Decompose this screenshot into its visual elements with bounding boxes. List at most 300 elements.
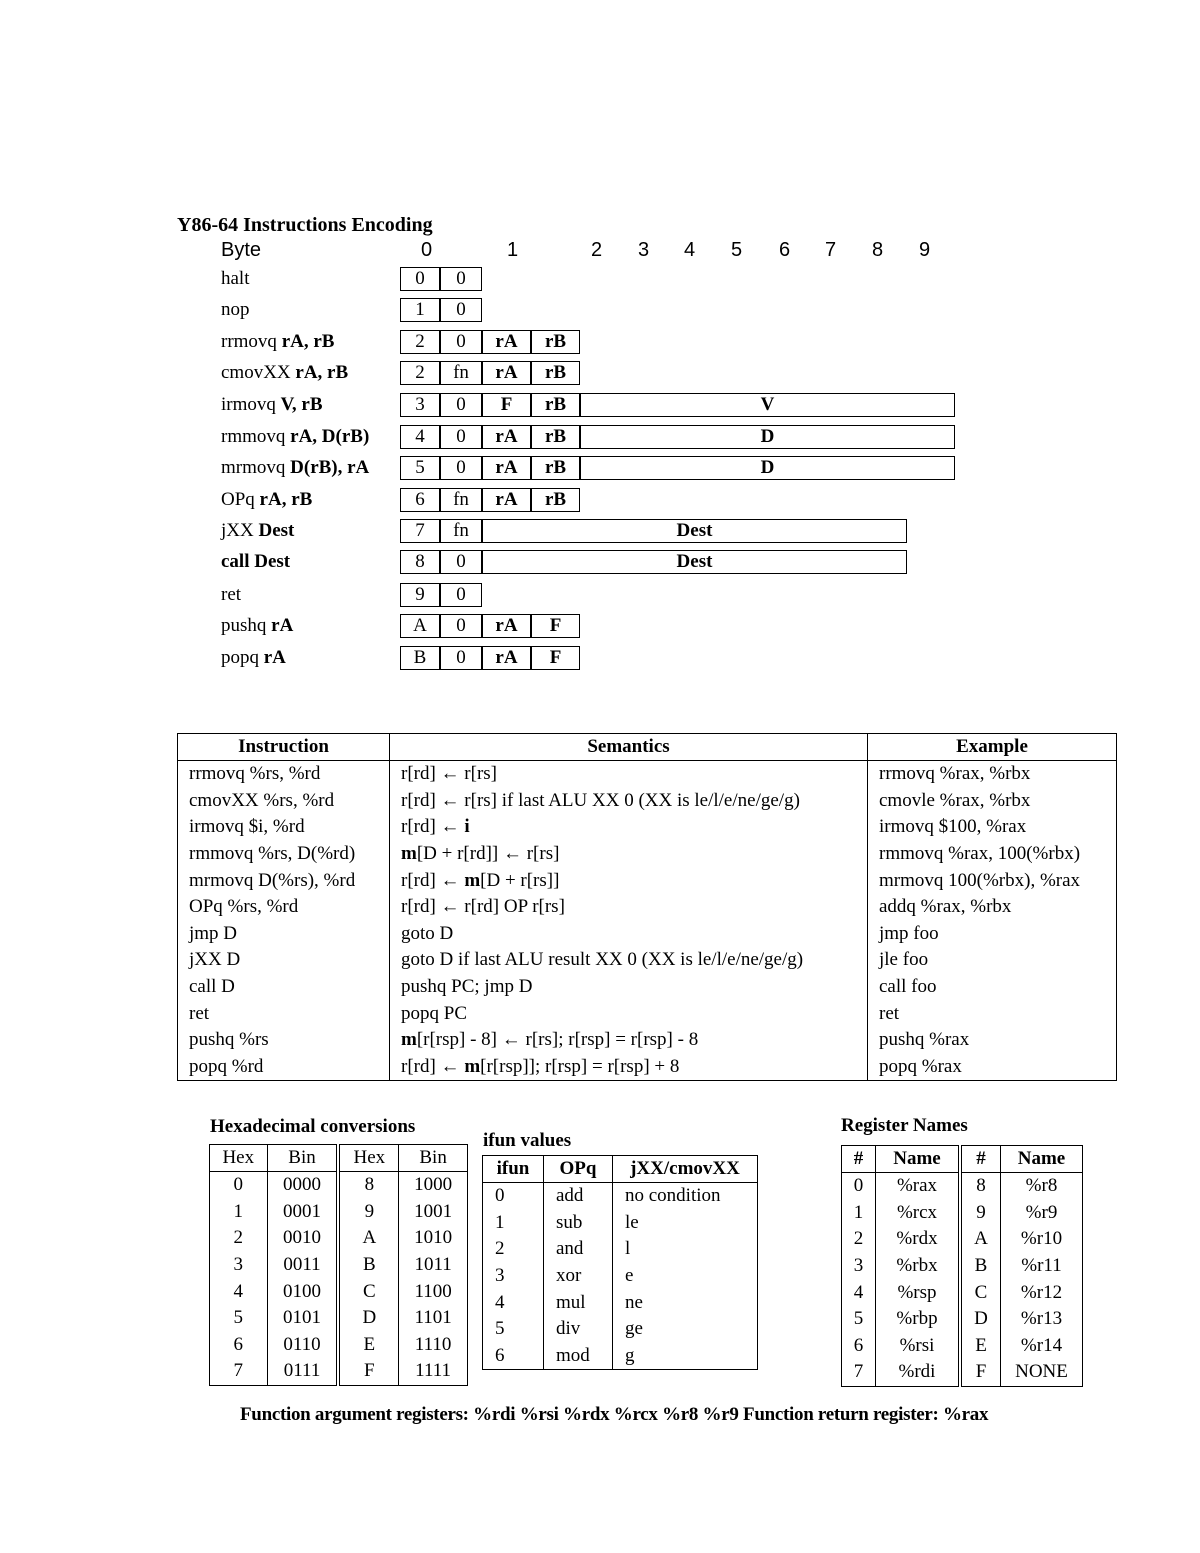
register-row-cell: %r8 bbox=[1025, 1175, 1058, 1197]
example-cell bbox=[868, 947, 1117, 974]
text-run: [r[rsp]]; r[rsp] = r[rsp] + 8 bbox=[480, 1055, 680, 1077]
text-run: irmovq $i, %rd bbox=[189, 816, 305, 838]
encoding-row bbox=[0, 488, 1000, 514]
hex-row-cell: 0011 bbox=[267, 1252, 338, 1279]
encoding-cell: A bbox=[400, 614, 440, 638]
register-row bbox=[842, 1173, 1083, 1200]
instruction-cell bbox=[178, 974, 390, 1001]
encoding-cell: fn bbox=[440, 361, 482, 385]
semantics-cell bbox=[390, 974, 868, 1001]
encoding-cell: rB bbox=[531, 456, 580, 480]
byte-number: 7 bbox=[825, 239, 837, 261]
hex-row bbox=[210, 1199, 468, 1226]
byte-number: 4 bbox=[684, 239, 696, 261]
hex-row bbox=[210, 1332, 468, 1359]
text-run: Dest bbox=[258, 520, 295, 541]
hex-row bbox=[210, 1225, 468, 1252]
registers-title: Register Names bbox=[841, 1115, 968, 1136]
text-run: pushq bbox=[221, 615, 272, 636]
example-cell bbox=[868, 921, 1117, 948]
encoding-cell: D bbox=[580, 456, 955, 480]
encoding-cell: rB bbox=[531, 361, 580, 385]
hex-row bbox=[210, 1172, 468, 1199]
encoding-row bbox=[0, 361, 1000, 387]
semantics-row bbox=[178, 814, 1117, 841]
encoding-row bbox=[0, 614, 1000, 640]
hex-row-cell: 0000 bbox=[267, 1172, 338, 1199]
example-cell bbox=[868, 1054, 1117, 1081]
encoding-cell: fn bbox=[440, 488, 482, 512]
hex-row-cell: 6 bbox=[210, 1332, 268, 1359]
ifun-row-cell: 4 bbox=[483, 1289, 544, 1316]
text-run: rA, rB bbox=[259, 489, 313, 510]
ifun-row-cell: add bbox=[544, 1183, 613, 1210]
register-row-cell: %rsi bbox=[876, 1333, 961, 1360]
register-row-cell: C bbox=[960, 1279, 1001, 1306]
register-row-cell: 3 bbox=[842, 1253, 876, 1280]
register-row-cell: %rax bbox=[876, 1173, 961, 1200]
semantics-row bbox=[178, 1000, 1117, 1027]
encoding-cell: rB bbox=[531, 488, 580, 512]
header-semantics: Semantics bbox=[390, 734, 868, 761]
text-run: pushq %rs bbox=[189, 1029, 269, 1051]
semantics-row bbox=[178, 761, 1117, 788]
ifun-row-cell: ge bbox=[625, 1318, 643, 1340]
text-run: jmp foo bbox=[879, 922, 939, 944]
encoding-cell: 0 bbox=[400, 267, 440, 291]
instruction-label bbox=[221, 331, 334, 353]
text-run: r[rd] ← bbox=[401, 1055, 465, 1077]
encoding-cell: 0 bbox=[440, 393, 482, 417]
example-cell bbox=[868, 1027, 1117, 1054]
semantics-row bbox=[178, 894, 1117, 921]
semantics-cell bbox=[390, 761, 868, 788]
opq-header: OPq bbox=[544, 1156, 613, 1183]
hex-row-cell: E bbox=[338, 1332, 398, 1359]
jxx-header: jXX/cmovXX bbox=[613, 1156, 758, 1183]
hex-row-cell: 1000 bbox=[414, 1174, 453, 1196]
header-example: Example bbox=[868, 734, 1117, 761]
example-cell bbox=[868, 1000, 1117, 1027]
instruction-cell bbox=[178, 1027, 390, 1054]
text-run: i bbox=[464, 816, 470, 838]
text-run: popq %rax bbox=[879, 1055, 962, 1077]
text-run: rrmovq %rs, %rd bbox=[189, 763, 321, 785]
register-row-cell: %rcx bbox=[876, 1200, 961, 1227]
register-row bbox=[842, 1279, 1083, 1306]
encoding-cell: rA bbox=[482, 425, 531, 449]
example-cell bbox=[868, 761, 1117, 788]
text-run: m bbox=[464, 1055, 481, 1077]
register-row-cell: %r9 bbox=[1025, 1201, 1058, 1223]
text-run: call foo bbox=[879, 976, 937, 998]
text-run: D(rB), rA bbox=[290, 457, 370, 478]
ifun-row-cell: sub bbox=[544, 1210, 613, 1237]
encoding-row bbox=[0, 519, 1000, 545]
ifun-row-cell: l bbox=[625, 1238, 631, 1260]
text-run: Dest bbox=[254, 551, 291, 572]
register-row-cell: %rdi bbox=[876, 1359, 961, 1386]
encoding-cell: 0 bbox=[440, 550, 482, 574]
text-run: OPq %rs, %rd bbox=[189, 896, 299, 918]
hex-row-cell: 0100 bbox=[267, 1278, 338, 1305]
semantics-row bbox=[178, 788, 1117, 815]
hex-row-cell: 4 bbox=[210, 1278, 268, 1305]
instruction-label bbox=[221, 584, 241, 606]
encoding-cell: 2 bbox=[400, 330, 440, 354]
hex-row bbox=[210, 1358, 468, 1385]
text-run: rrmovq %rax, %rbx bbox=[879, 763, 1031, 785]
text-run: r[rd] ← bbox=[401, 816, 465, 838]
bin-header: Bin bbox=[399, 1145, 468, 1172]
encoding-cell: Dest bbox=[482, 519, 907, 543]
instruction-label bbox=[221, 268, 250, 290]
ifun-row bbox=[483, 1183, 758, 1210]
text-run: irmovq $100, %rax bbox=[879, 816, 1027, 838]
encoding-cell: rA bbox=[482, 456, 531, 480]
hex-row-cell: 1011 bbox=[414, 1254, 452, 1276]
byte-header bbox=[0, 239, 1200, 265]
encoding-cell: 0 bbox=[440, 646, 482, 670]
text-run: ret bbox=[879, 1002, 900, 1024]
encoding-cell: 0 bbox=[440, 330, 482, 354]
text-run: call bbox=[221, 551, 255, 572]
text-run: popq %rd bbox=[189, 1055, 264, 1077]
text-run: irmovq bbox=[221, 394, 281, 415]
reg-num-header: # bbox=[960, 1146, 1001, 1173]
encoding-cell: 2 bbox=[400, 361, 440, 385]
registers-header-row bbox=[842, 1146, 1083, 1173]
register-row-cell: D bbox=[960, 1306, 1001, 1333]
text-run: V, rB bbox=[280, 394, 323, 415]
instruction-cell bbox=[178, 841, 390, 868]
byte-number: 6 bbox=[779, 239, 791, 261]
register-row-cell: %rbx bbox=[876, 1253, 961, 1280]
semantics-row bbox=[178, 1054, 1117, 1081]
ifun-row-cell: e bbox=[625, 1265, 634, 1287]
hex-row-cell: F bbox=[338, 1358, 398, 1385]
reg-num-header: # bbox=[842, 1146, 876, 1173]
register-row-cell: B bbox=[960, 1253, 1001, 1280]
hex-row-cell: 1100 bbox=[414, 1280, 452, 1302]
encoding-cell: F bbox=[531, 614, 580, 638]
encoding-cell: V bbox=[580, 393, 955, 417]
hex-row-cell: 1 bbox=[210, 1199, 268, 1226]
hex-row-cell: 1001 bbox=[414, 1200, 453, 1222]
instruction-cell bbox=[178, 1000, 390, 1027]
text-run: popq PC bbox=[401, 1002, 467, 1024]
function-registers-note: Function argument registers: %rdi %rsi %rdx %rcx %r8 %r9 Function return register: %rax bbox=[240, 1404, 989, 1425]
encoding-cell: 0 bbox=[440, 583, 482, 607]
encoding-cell: 6 bbox=[400, 488, 440, 512]
register-row-cell: 7 bbox=[842, 1359, 876, 1386]
encoding-row bbox=[0, 267, 1000, 293]
instruction-cell bbox=[178, 761, 390, 788]
ifun-row-cell: mod bbox=[544, 1343, 613, 1370]
semantics-cell bbox=[390, 1000, 868, 1027]
hex-row-cell: 0101 bbox=[267, 1305, 338, 1332]
text-run: pushq PC; jmp D bbox=[401, 976, 533, 998]
encoding-cell: rB bbox=[531, 330, 580, 354]
text-run: jmp D bbox=[189, 922, 238, 944]
semantics-cell bbox=[390, 1054, 868, 1081]
ifun-table bbox=[482, 1155, 758, 1370]
hex-row-cell: 1010 bbox=[414, 1227, 453, 1249]
register-row-cell: 1 bbox=[842, 1200, 876, 1227]
example-cell bbox=[868, 894, 1117, 921]
ifun-row-cell: div bbox=[544, 1316, 613, 1343]
register-row-cell: F bbox=[960, 1359, 1001, 1386]
ifun-row bbox=[483, 1210, 758, 1237]
instruction-label bbox=[221, 394, 323, 416]
encoding-cell: fn bbox=[440, 519, 482, 543]
register-row-cell: %rdx bbox=[876, 1226, 961, 1253]
instruction-cell bbox=[178, 867, 390, 894]
register-row-cell: 8 bbox=[960, 1173, 1001, 1200]
semantics-cell bbox=[390, 841, 868, 868]
hex-title: Hexadecimal conversions bbox=[210, 1116, 416, 1137]
register-row-cell: %r13 bbox=[1020, 1308, 1063, 1330]
ifun-row-cell: 0 bbox=[483, 1183, 544, 1210]
hex-row bbox=[210, 1252, 468, 1279]
instruction-label bbox=[221, 489, 312, 511]
text-run: rA, D(rB) bbox=[290, 426, 370, 447]
encoding-cell: 9 bbox=[400, 583, 440, 607]
encoding-cell: 8 bbox=[400, 550, 440, 574]
register-row-cell: 0 bbox=[842, 1173, 876, 1200]
text-run: rmmovq %rs, D(%rd) bbox=[189, 843, 356, 865]
semantics-row bbox=[178, 841, 1117, 868]
text-run: rA bbox=[263, 647, 286, 668]
semantics-table bbox=[177, 733, 1117, 1081]
ifun-row-cell: 2 bbox=[483, 1236, 544, 1263]
hex-row-cell: D bbox=[338, 1305, 398, 1332]
encoding-cell: 0 bbox=[440, 298, 482, 322]
ifun-row-cell: 1 bbox=[483, 1210, 544, 1237]
semantics-header-row bbox=[178, 734, 1117, 761]
text-run: rA bbox=[271, 615, 294, 636]
instruction-cell bbox=[178, 947, 390, 974]
text-run: jXX D bbox=[189, 949, 241, 971]
text-run: addq %rax, %rbx bbox=[879, 896, 1012, 918]
ifun-row bbox=[483, 1263, 758, 1290]
byte-number: 2 bbox=[591, 239, 603, 261]
reg-name-header: Name bbox=[1001, 1146, 1083, 1173]
encoding-cell: 0 bbox=[440, 267, 482, 291]
encoding-cell: rA bbox=[482, 330, 531, 354]
hex-header: Hex bbox=[338, 1145, 398, 1172]
register-row bbox=[842, 1306, 1083, 1333]
text-run: rrmovq bbox=[221, 331, 282, 352]
ifun-title: ifun values bbox=[483, 1130, 572, 1151]
hex-row-cell: 1110 bbox=[414, 1333, 452, 1355]
example-cell bbox=[868, 788, 1117, 815]
hex-row-cell: 9 bbox=[338, 1199, 398, 1226]
text-run: r[rd] ← bbox=[401, 869, 465, 891]
hex-row-cell: 0001 bbox=[267, 1199, 338, 1226]
encoding-cell: 3 bbox=[400, 393, 440, 417]
encoding-cell: B bbox=[400, 646, 440, 670]
text-run: halt bbox=[221, 268, 250, 289]
byte-number: 3 bbox=[638, 239, 650, 261]
text-run: mrmovq D(%rs), %rd bbox=[189, 869, 356, 891]
registers-table bbox=[841, 1145, 1083, 1387]
byte-number: 9 bbox=[919, 239, 931, 261]
register-row bbox=[842, 1333, 1083, 1360]
byte-number: 0 bbox=[421, 239, 433, 261]
semantics-cell bbox=[390, 788, 868, 815]
hex-header: Hex bbox=[210, 1145, 268, 1172]
register-row-cell: %r10 bbox=[1020, 1228, 1063, 1250]
instruction-cell bbox=[178, 788, 390, 815]
hex-table bbox=[209, 1144, 468, 1386]
bin-header: Bin bbox=[267, 1145, 338, 1172]
hex-row bbox=[210, 1278, 468, 1305]
register-row-cell: NONE bbox=[1015, 1361, 1068, 1383]
encoding-cell: rB bbox=[531, 393, 580, 417]
text-run: pushq %rax bbox=[879, 1029, 970, 1051]
text-run: r[rd] ← r[rs] if last ALU XX 0 (XX is le/l/e/ne/ge/g) bbox=[401, 789, 800, 811]
encoding-row bbox=[0, 298, 1000, 324]
ifun-row-cell: xor bbox=[544, 1263, 613, 1290]
register-row bbox=[842, 1253, 1083, 1280]
ifun-row bbox=[483, 1289, 758, 1316]
ifun-row-cell: 6 bbox=[483, 1343, 544, 1370]
encoding-cell: rA bbox=[482, 488, 531, 512]
text-run: mrmovq bbox=[221, 457, 291, 478]
text-run: [r[rsp] - 8] ← r[rs]; r[rsp] = r[rsp] - 8 bbox=[416, 1029, 699, 1051]
example-cell bbox=[868, 867, 1117, 894]
hex-header-row bbox=[210, 1145, 468, 1172]
text-run: [D + r[rd]] ← r[rs] bbox=[416, 843, 560, 865]
semantics-cell bbox=[390, 1027, 868, 1054]
text-run: cmovXX bbox=[221, 362, 296, 383]
example-cell bbox=[868, 974, 1117, 1001]
text-run: r[rd] ← r[rd] OP r[rs] bbox=[401, 896, 565, 918]
hex-row-cell: 2 bbox=[210, 1225, 268, 1252]
ifun-row-cell: and bbox=[544, 1236, 613, 1263]
encoding-row bbox=[0, 393, 1000, 419]
semantics-row bbox=[178, 921, 1117, 948]
encoding-cell: 0 bbox=[440, 456, 482, 480]
register-row-cell: 9 bbox=[960, 1200, 1001, 1227]
text-run: rmmovq %rax, 100(%rbx) bbox=[879, 843, 1081, 865]
instruction-label bbox=[221, 457, 369, 479]
encoding-cell: 0 bbox=[440, 425, 482, 449]
encoding-title: Y86-64 Instructions Encoding bbox=[177, 214, 433, 236]
register-row bbox=[842, 1200, 1083, 1227]
text-run: goto D if last ALU result XX 0 (XX is le/l/e/ne/ge/g) bbox=[401, 949, 804, 971]
encoding-cell: 5 bbox=[400, 456, 440, 480]
text-run: rmmovq bbox=[221, 426, 291, 447]
text-run: rA, rB bbox=[295, 362, 349, 383]
ifun-row-cell: 5 bbox=[483, 1316, 544, 1343]
text-run: m bbox=[401, 843, 417, 865]
ifun-row bbox=[483, 1236, 758, 1263]
instruction-label bbox=[221, 299, 250, 321]
register-row bbox=[842, 1359, 1083, 1386]
hex-row-cell: 8 bbox=[338, 1172, 398, 1199]
text-run: goto D bbox=[401, 922, 454, 944]
ifun-header-row bbox=[483, 1156, 758, 1183]
hex-row-cell: 0010 bbox=[267, 1225, 338, 1252]
semantics-cell bbox=[390, 894, 868, 921]
text-run: mrmovq 100(%rbx), %rax bbox=[879, 869, 1081, 891]
text-run: ret bbox=[189, 1002, 210, 1024]
encoding-row bbox=[0, 425, 1000, 451]
encoding-cell: rA bbox=[482, 646, 531, 670]
header-instruction: Instruction bbox=[178, 734, 390, 761]
register-row bbox=[842, 1226, 1083, 1253]
hex-row-cell: 0110 bbox=[267, 1332, 338, 1359]
byte-label: Byte bbox=[221, 239, 262, 261]
encoding-cell: 0 bbox=[440, 614, 482, 638]
hex-row-cell: 1101 bbox=[414, 1307, 452, 1329]
ifun-header: ifun bbox=[483, 1156, 544, 1183]
text-run: ret bbox=[221, 584, 242, 605]
register-row-cell: %r11 bbox=[1021, 1255, 1062, 1277]
hex-row bbox=[210, 1305, 468, 1332]
encoding-cell: 7 bbox=[400, 519, 440, 543]
encoding-row bbox=[0, 646, 1000, 672]
ifun-row-cell: le bbox=[625, 1211, 639, 1233]
text-run: m bbox=[401, 1029, 417, 1051]
semantics-cell bbox=[390, 867, 868, 894]
text-run: cmovle %rax, %rbx bbox=[879, 789, 1031, 811]
hex-row-cell: 0111 bbox=[267, 1358, 338, 1385]
ifun-row-cell: g bbox=[625, 1344, 635, 1366]
semantics-cell bbox=[390, 921, 868, 948]
encoding-cell: rA bbox=[482, 361, 531, 385]
semantics-cell bbox=[390, 947, 868, 974]
encoding-cell: 1 bbox=[400, 298, 440, 322]
encoding-cell: F bbox=[531, 646, 580, 670]
encoding-cell: rB bbox=[531, 425, 580, 449]
text-run: [D + r[rs]] bbox=[480, 869, 560, 891]
ifun-row-cell: no condition bbox=[625, 1185, 721, 1207]
ifun-row bbox=[483, 1316, 758, 1343]
ifun-row bbox=[483, 1343, 758, 1370]
hex-row-cell: C bbox=[338, 1278, 398, 1305]
encoding-cell: rA bbox=[482, 614, 531, 638]
byte-number: 8 bbox=[872, 239, 884, 261]
hex-row-cell: A bbox=[338, 1225, 398, 1252]
encoding-row bbox=[0, 583, 1000, 609]
example-cell bbox=[868, 841, 1117, 868]
text-run: rA, rB bbox=[281, 331, 335, 352]
text-run: call D bbox=[189, 976, 235, 998]
instruction-cell bbox=[178, 921, 390, 948]
instruction-label bbox=[221, 362, 348, 384]
register-row-cell: %rsp bbox=[876, 1279, 961, 1306]
instruction-cell bbox=[178, 814, 390, 841]
reg-name-header: Name bbox=[876, 1146, 961, 1173]
instruction-cell bbox=[178, 1054, 390, 1081]
text-run: jle foo bbox=[879, 949, 929, 971]
semantics-row bbox=[178, 947, 1117, 974]
hex-row-cell: 1111 bbox=[415, 1360, 452, 1382]
text-run: r[rd] ← r[rs] bbox=[401, 763, 498, 785]
text-run: cmovXX %rs, %rd bbox=[189, 789, 335, 811]
instruction-label bbox=[221, 520, 294, 542]
hex-row-cell: B bbox=[338, 1252, 398, 1279]
register-row-cell: %r14 bbox=[1020, 1334, 1063, 1356]
instruction-label bbox=[221, 426, 369, 448]
ifun-row-cell: ne bbox=[625, 1291, 643, 1313]
text-run: nop bbox=[221, 299, 250, 320]
text-run: jXX bbox=[221, 520, 259, 541]
hex-row-cell: 7 bbox=[210, 1358, 268, 1385]
